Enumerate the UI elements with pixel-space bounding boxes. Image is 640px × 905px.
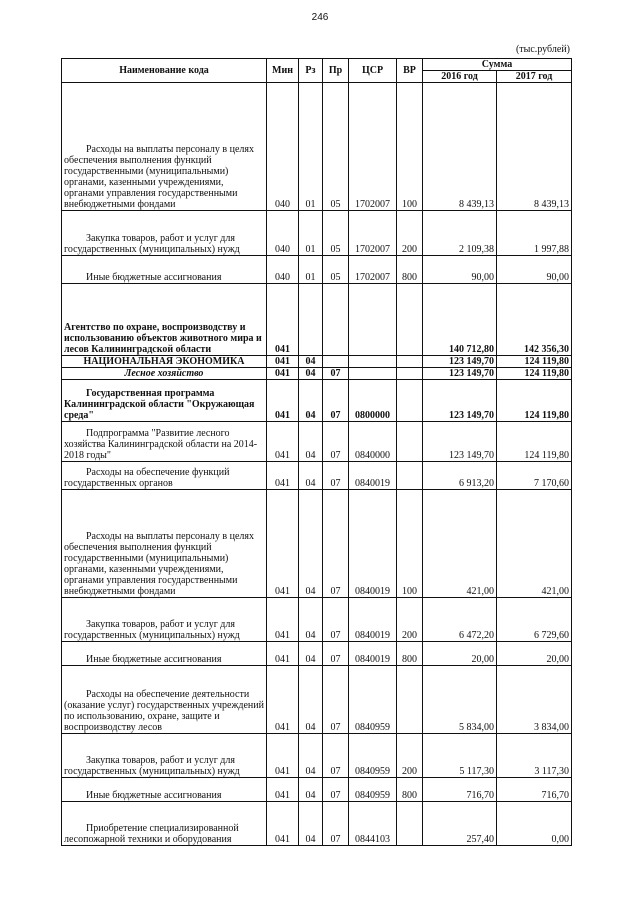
row-vr: 200 (397, 211, 423, 256)
row-min: 040 (267, 83, 299, 211)
row-csr: 0840019 (349, 598, 397, 642)
row-2017: 124 119,80 (497, 380, 572, 422)
row-2016: 123 149,70 (423, 380, 497, 422)
row-pr: 07 (323, 802, 349, 846)
row-min: 041 (267, 284, 299, 356)
row-rz: 04 (299, 422, 323, 462)
header-vr: ВР (397, 59, 423, 83)
row-vr (397, 368, 423, 380)
row-csr: 1702007 (349, 256, 397, 284)
row-pr: 05 (323, 211, 349, 256)
row-2017: 716,70 (497, 778, 572, 802)
row-vr (397, 802, 423, 846)
row-min: 041 (267, 734, 299, 778)
row-rz: 04 (299, 598, 323, 642)
row-pr: 05 (323, 83, 349, 211)
table-row (62, 211, 572, 256)
row-2017: 90,00 (497, 256, 572, 284)
table-row (62, 83, 572, 211)
row-vr: 100 (397, 83, 423, 211)
page-number: 246 (311, 12, 329, 23)
row-vr: 800 (397, 778, 423, 802)
row-csr: 1702007 (349, 211, 397, 256)
row-name: Расходы на выплаты персоналу в целях обеспечения выполнения функций государственными (муниципальными) органами, казенными учреждениями, органами управления государственными внебюджетными фондами (62, 490, 267, 598)
header-year-2017: 2017 год (497, 71, 572, 83)
row-pr: 05 (323, 256, 349, 284)
row-vr: 200 (397, 598, 423, 642)
header-name: Наименование кода (62, 59, 267, 83)
row-rz: 04 (299, 642, 323, 666)
row-rz: 01 (299, 211, 323, 256)
row-min: 041 (267, 422, 299, 462)
row-csr: 0840019 (349, 462, 397, 490)
table-row (62, 666, 572, 734)
row-pr: 07 (323, 598, 349, 642)
units-label: (тыс.рублей) (515, 44, 570, 55)
table-row (62, 462, 572, 490)
row-vr (397, 666, 423, 734)
row-pr: 07 (323, 734, 349, 778)
row-vr (397, 356, 423, 368)
row-name: Расходы на выплаты персоналу в целях обеспечения выполнения функций государственными (муниципальными) органами, казенными учреждениями, органами управления государственными внебюджетными фондами (62, 83, 267, 211)
row-name: Закупка товаров, работ и услуг для государственных (муниципальных) нужд (62, 734, 267, 778)
row-name: Расходы на обеспечение деятельности (оказание услуг) государственных учреждений по использованию, охране, защите и воспроизводству лесов (62, 666, 267, 734)
header-year-2016: 2016 год (423, 71, 497, 83)
row-2016: 20,00 (423, 642, 497, 666)
row-vr (397, 284, 423, 356)
row-vr (397, 462, 423, 490)
row-2017: 0,00 (497, 802, 572, 846)
row-pr: 07 (323, 642, 349, 666)
row-2016: 6 913,20 (423, 462, 497, 490)
row-vr: 800 (397, 256, 423, 284)
row-rz: 04 (299, 490, 323, 598)
row-2017: 7 170,60 (497, 462, 572, 490)
row-csr: 0844103 (349, 802, 397, 846)
row-min: 040 (267, 211, 299, 256)
row-csr (349, 356, 397, 368)
row-name: Иные бюджетные ассигнования (62, 778, 267, 802)
table-row (62, 356, 572, 368)
row-min: 041 (267, 462, 299, 490)
row-vr (397, 422, 423, 462)
row-2016: 90,00 (423, 256, 497, 284)
row-rz: 01 (299, 256, 323, 284)
row-rz (299, 284, 323, 356)
row-2017: 6 729,60 (497, 598, 572, 642)
row-name: Приобретение специализированной лесопожарной техники и оборудования (62, 802, 267, 846)
row-rz: 04 (299, 734, 323, 778)
row-name: Закупка товаров, работ и услуг для государственных (муниципальных) нужд (62, 211, 267, 256)
row-csr (349, 284, 397, 356)
row-vr: 100 (397, 490, 423, 598)
row-min: 041 (267, 368, 299, 380)
row-2016: 2 109,38 (423, 211, 497, 256)
row-2016: 8 439,13 (423, 83, 497, 211)
table-row (62, 490, 572, 598)
table-row (62, 380, 572, 422)
row-pr: 07 (323, 368, 349, 380)
row-2016: 6 472,20 (423, 598, 497, 642)
row-2017: 3 834,00 (497, 666, 572, 734)
table-row (62, 256, 572, 284)
row-csr: 0840959 (349, 734, 397, 778)
row-2017: 124 119,80 (497, 422, 572, 462)
row-rz: 04 (299, 368, 323, 380)
row-pr: 07 (323, 490, 349, 598)
row-2016: 257,40 (423, 802, 497, 846)
row-rz: 01 (299, 83, 323, 211)
row-rz: 04 (299, 778, 323, 802)
row-name: Государственная программа Калининградской области "Окружающая среда" (62, 380, 267, 422)
header-rz: Рз (299, 59, 323, 83)
row-vr (397, 380, 423, 422)
row-name: Иные бюджетные ассигнования (62, 256, 267, 284)
row-pr: 07 (323, 462, 349, 490)
row-rz: 04 (299, 666, 323, 734)
row-2016: 123 149,70 (423, 368, 497, 380)
row-min: 041 (267, 380, 299, 422)
row-pr: 07 (323, 422, 349, 462)
budget-table (61, 58, 572, 846)
row-csr (349, 368, 397, 380)
row-2016: 421,00 (423, 490, 497, 598)
header-csr: ЦСР (349, 59, 397, 83)
row-name: Агентство по охране, воспроизводству и использованию объектов животного мира и лесов Калининградской области (62, 284, 267, 356)
row-rz: 04 (299, 802, 323, 846)
row-pr (323, 284, 349, 356)
row-min: 041 (267, 598, 299, 642)
row-min: 040 (267, 256, 299, 284)
row-min: 041 (267, 490, 299, 598)
row-csr: 0800000 (349, 380, 397, 422)
row-min: 041 (267, 666, 299, 734)
row-min: 041 (267, 802, 299, 846)
row-csr: 0840019 (349, 642, 397, 666)
row-csr: 0840959 (349, 666, 397, 734)
row-2017: 124 119,80 (497, 356, 572, 368)
table-row (62, 802, 572, 846)
row-2017: 142 356,30 (497, 284, 572, 356)
row-pr: 07 (323, 380, 349, 422)
row-rz: 04 (299, 356, 323, 368)
row-rz: 04 (299, 462, 323, 490)
row-2016: 5 834,00 (423, 666, 497, 734)
row-2017: 421,00 (497, 490, 572, 598)
table-row (62, 368, 572, 380)
row-2016: 123 149,70 (423, 422, 497, 462)
header-sum: Сумма (423, 59, 572, 71)
row-csr: 0840000 (349, 422, 397, 462)
row-vr: 800 (397, 642, 423, 666)
row-2017: 8 439,13 (497, 83, 572, 211)
row-2016: 716,70 (423, 778, 497, 802)
row-2017: 3 117,30 (497, 734, 572, 778)
row-name: Лесное хозяйство (62, 368, 267, 380)
row-pr (323, 356, 349, 368)
row-2016: 140 712,80 (423, 284, 497, 356)
row-2017: 20,00 (497, 642, 572, 666)
row-csr: 0840019 (349, 490, 397, 598)
row-vr: 200 (397, 734, 423, 778)
row-name: НАЦИОНАЛЬНАЯ ЭКОНОМИКА (62, 356, 267, 368)
table-row (62, 778, 572, 802)
row-2016: 5 117,30 (423, 734, 497, 778)
row-2017: 1 997,88 (497, 211, 572, 256)
row-min: 041 (267, 778, 299, 802)
row-2017: 124 119,80 (497, 368, 572, 380)
table-row (62, 642, 572, 666)
row-min: 041 (267, 356, 299, 368)
table-row (62, 284, 572, 356)
row-rz: 04 (299, 380, 323, 422)
header-min: Мин (267, 59, 299, 83)
table-row (62, 422, 572, 462)
header-pr: Пр (323, 59, 349, 83)
row-2016: 123 149,70 (423, 356, 497, 368)
table-header (62, 59, 572, 83)
row-pr: 07 (323, 778, 349, 802)
row-min: 041 (267, 642, 299, 666)
row-name: Подпрограмма "Развитие лесного хозяйства Калининградской области на 2014-2018 годы" (62, 422, 267, 462)
row-pr: 07 (323, 666, 349, 734)
table-row (62, 598, 572, 642)
row-name: Закупка товаров, работ и услуг для государственных (муниципальных) нужд (62, 598, 267, 642)
row-csr: 1702007 (349, 83, 397, 211)
table-row (62, 734, 572, 778)
row-csr: 0840959 (349, 778, 397, 802)
row-name: Расходы на обеспечение функций государственных органов (62, 462, 267, 490)
row-name: Иные бюджетные ассигнования (62, 642, 267, 666)
